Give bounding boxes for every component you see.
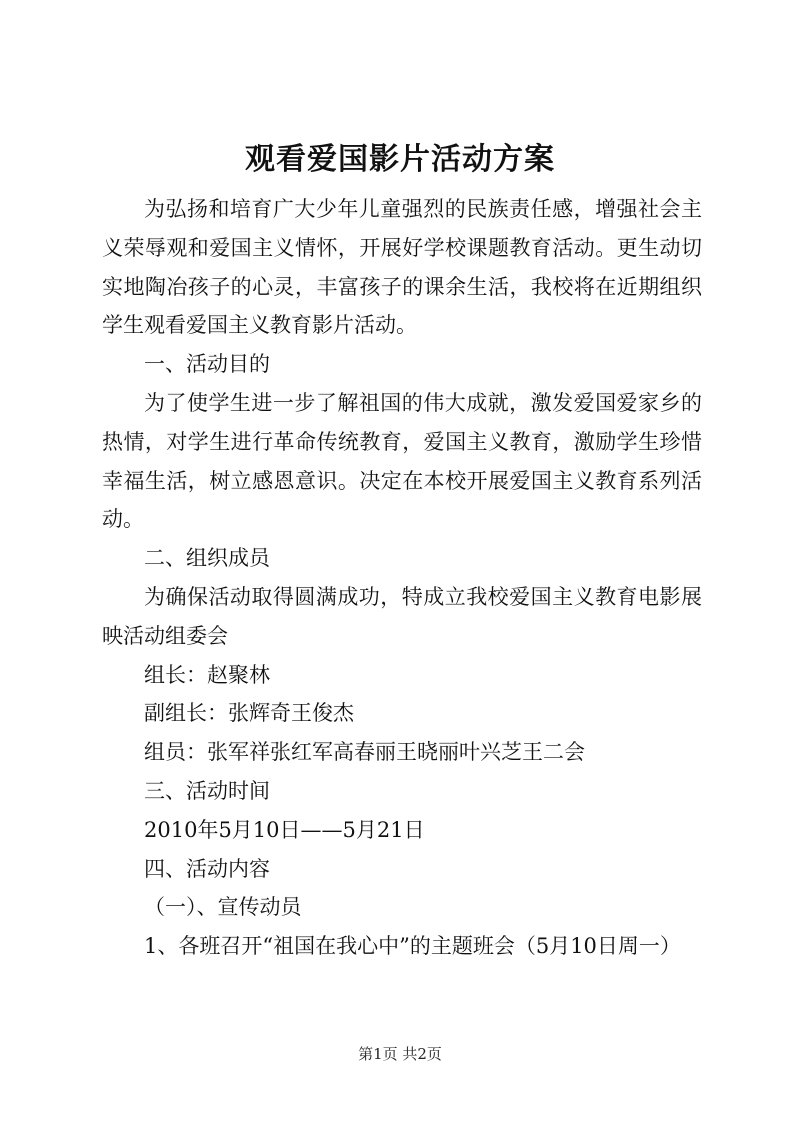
page-footer: 第1页 共2页 xyxy=(358,1045,442,1063)
leader-line: 组长：赵聚林 xyxy=(144,662,270,687)
deputy-leader-line: 副组长：张辉奇王俊杰 xyxy=(144,701,354,726)
section-heading-members: 二、组织成员 xyxy=(144,546,270,571)
section-heading-time: 三、活动时间 xyxy=(144,778,270,803)
members-intro-paragraph: 为确保活动取得圆满成功，特成立我校爱国主义教育电影展映活动组委会 xyxy=(102,584,702,648)
section-heading-content: 四、活动内容 xyxy=(144,856,270,881)
document-title: 观看爱国影片活动方案 xyxy=(245,142,555,177)
section-heading-purpose: 一、活动目的 xyxy=(144,352,270,377)
intro-paragraph: 为弘扬和培育广大少年儿童强烈的民族责任感，增强社会主义荣辱观和爱国主义情怀，开展好学校课题教育活动。更生动切实地陶冶孩子的心灵，丰富孩子的课余生活，我校将在近期组织学生观看爱国主义教育影片活动。 xyxy=(102,197,702,338)
subsection-heading-publicity: （一）、宣传动员 xyxy=(144,895,302,920)
activity-date-line: 2010年5月10日——5月21日 xyxy=(144,817,425,842)
purpose-paragraph: 为了使学生进一步了解祖国的伟大成就，激发爱国爱家乡的热情，对学生进行革命传统教育，爱国主义教育，激励学生珍惜幸福生活，树立感恩意识。决定在本校开展爱国主义教育系列活动。 xyxy=(102,390,702,532)
content-item-1: 1、各班召开“祖国在我心中”的主题班会（5月10日周一） xyxy=(144,934,681,959)
document-body xyxy=(102,190,702,966)
members-line: 组员：张军祥张红军高春丽王晓丽叶兴芝王二会 xyxy=(144,740,585,765)
